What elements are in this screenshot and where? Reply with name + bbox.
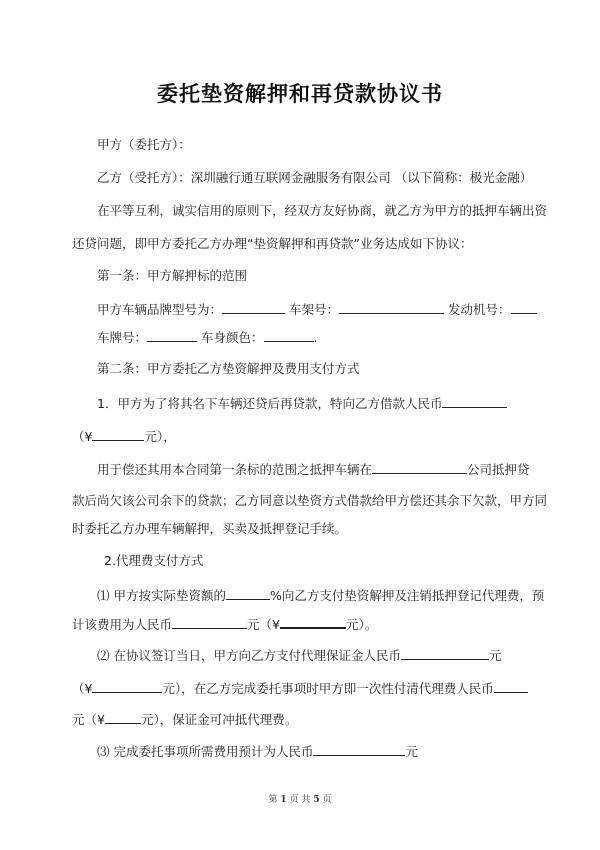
party-a-line: 甲方（委托方）： — [97, 137, 191, 152]
expense-unit: 元 — [405, 744, 418, 759]
fee-yuan-close: 元）。 — [345, 617, 378, 632]
deposit-unit: 元 — [488, 648, 502, 663]
plate-blank — [147, 328, 197, 342]
plate-label: 车牌号： — [97, 330, 148, 345]
fee-estimate-blank — [172, 615, 247, 629]
loan-line-2 — [72, 427, 176, 445]
fee-yuan-open: 元（¥ — [247, 617, 280, 632]
deposit-yuan-blank — [92, 679, 162, 693]
fee-estimate-text: 计该费用为人民币 — [72, 617, 173, 632]
usage-line-1 — [97, 460, 530, 478]
page-footer — [0, 792, 600, 805]
fee-item-1-text: ⑴ 甲方按实际垫资额的 — [97, 588, 226, 603]
usage-text: 用于偿还其用本合同第一条标的范围之抵押车辆在 — [97, 462, 373, 477]
agency-yuan-open: 元（¥ — [72, 712, 105, 727]
party-b-line: 乙方（受托方）：深圳融行通互联网金融服务有限公司 （以下简称：极光金融） — [97, 170, 533, 185]
deposit-yuan-open: （¥ — [72, 681, 93, 696]
offset-text: 元），保证金可冲抵代理费。 — [140, 712, 298, 727]
agency-fee-text: 元），在乙方完成委托事项时甲方即一次性付清代理费人民币 — [162, 681, 494, 696]
fee-percent-text: %向乙方支付垫资解押及注销抵押登记代理费，预 — [269, 588, 545, 603]
yuan-close: 元）， — [144, 429, 176, 444]
intro-line-1: 在平等互利，诚实信用的原则下，经双方友好协商，就乙方为甲方的抵押车辆出资 — [97, 203, 548, 218]
current-page-number: 1 — [280, 795, 287, 805]
agency-yuan-blank — [105, 710, 141, 724]
loan-text: 1．甲方为了将其名下车辆还贷后再贷款，特向乙方借款人民币 — [97, 396, 443, 411]
engine-blank — [511, 300, 537, 314]
loan-yuan-blank — [92, 427, 144, 441]
agency-fee-blank — [494, 679, 528, 693]
fee-item-3 — [97, 742, 418, 760]
footer-mid: 页 共 — [289, 795, 311, 805]
color-blank — [264, 328, 314, 342]
deposit-blank — [401, 646, 489, 660]
usage-line-3: 时委托乙方办理车辆解押，买卖及抵押登记手续。 — [72, 521, 348, 536]
fee-yuan-blank — [280, 614, 346, 629]
expense-text: ⑶ 完成委托事项所需费用预计为人民币 — [97, 744, 314, 759]
frame-label: 车架号： — [289, 302, 340, 317]
fee-item-2-line-3 — [72, 710, 297, 728]
period: . — [313, 330, 318, 345]
fee-item-2-line-1 — [97, 646, 502, 664]
yuan-open: （¥ — [72, 429, 93, 444]
footer-pre: 第 — [268, 795, 278, 805]
vehicle-info-line-1 — [97, 300, 537, 318]
fee-item-1-line-1 — [97, 586, 544, 604]
loan-line-1 — [97, 394, 507, 412]
fee-item-1-line-2 — [72, 614, 377, 633]
usage-line-2: 款后尚欠该公司余下的贷款；乙方同意以垫资方式借款给甲方偿还其余下欠款，甲方同 — [72, 493, 548, 508]
color-label: 车身颜色： — [201, 330, 264, 345]
article2-heading: 第二条：甲方委托乙方垫资解押及费用支付方式 — [97, 361, 360, 376]
deposit-text: ⑵ 在协议签订当日，甲方向乙方支付代理保证金人民币 — [97, 648, 401, 663]
total-pages: 5 — [313, 795, 320, 805]
expense-blank — [313, 742, 405, 756]
document-title: 委托垫资解押和再贷款协议书 — [157, 81, 443, 106]
usage-text-end: 公司抵押贷 — [467, 462, 530, 477]
intro-line-2: 还贷问题，即甲方委托乙方办理“垫资解押和再贷款”业务达成如下协议： — [72, 236, 473, 251]
brand-blank — [222, 300, 285, 314]
engine-label: 发动机号： — [448, 302, 511, 317]
footer-post: 页 — [322, 795, 332, 805]
article1-heading: 第一条：甲方解押标的范围 — [97, 268, 248, 283]
lender-company-blank — [372, 460, 467, 474]
brand-label: 甲方车辆品牌型号为： — [97, 302, 223, 317]
loan-amount-blank — [442, 394, 507, 408]
fee-payment-heading: 2.代理费支付方式 — [104, 553, 204, 568]
fee-percent-blank — [226, 586, 270, 600]
vehicle-info-line-2 — [97, 328, 318, 346]
frame-blank — [339, 300, 444, 314]
fee-item-2-line-2 — [72, 679, 528, 697]
